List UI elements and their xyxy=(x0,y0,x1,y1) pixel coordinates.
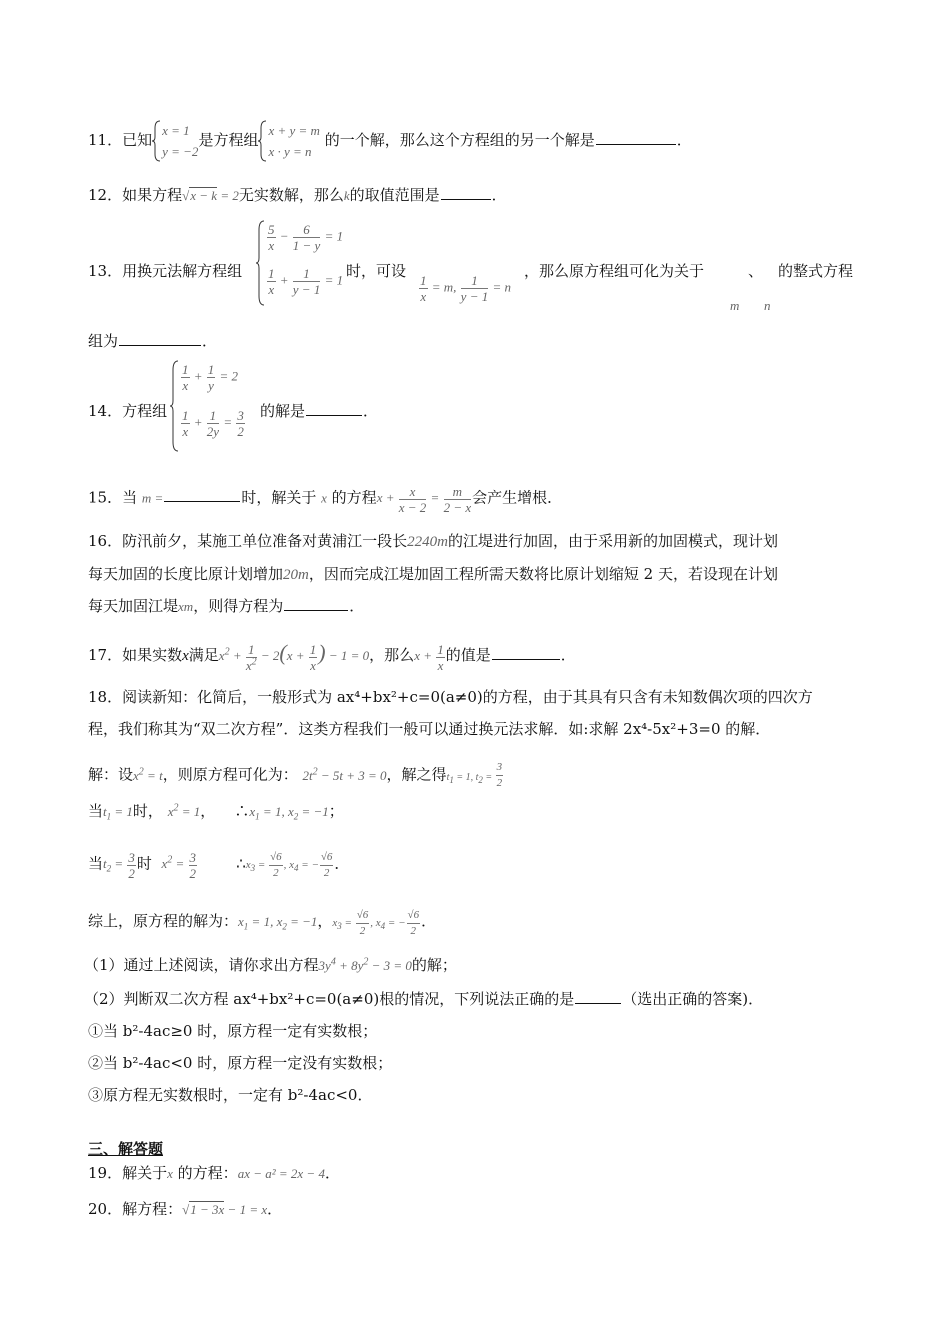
q14-eq2: $\frac{1}{x}$ + $\frac{1}{2y}$ = $\frac{3}{2}$ xyxy=(182,408,244,439)
question-20: 20．解方程：√1 − 3x − 1 = x． xyxy=(88,1200,283,1218)
brace-icon xyxy=(152,120,161,162)
q11-text-2: 是方程组 xyxy=(198,131,259,149)
section-heading: 三、解答题 xyxy=(88,1140,164,1158)
q19-text-1: 解关于 xyxy=(122,1164,168,1182)
q18-s2d: ∴ xyxy=(234,802,250,820)
q16-l2b: ，因而完成江堤加固工程所需天数将比原计划缩短 2 天，若设现在计划 xyxy=(308,565,778,583)
q16-l3: 每天加固江堤 xyxy=(88,597,179,615)
q17-end: ． xyxy=(560,646,576,664)
question-14 xyxy=(88,358,870,454)
q20-end: ． xyxy=(267,1200,283,1218)
q17-text-4: 的值是 xyxy=(445,646,491,664)
q18-p1a: （1）通过上述阅读，请你求出方程 xyxy=(84,956,319,974)
brace-icon xyxy=(258,120,267,162)
q18-s1a: 解：设 xyxy=(88,765,134,784)
q15-text-3: 的方程 xyxy=(331,488,377,507)
q18-s1-content: 解：设$x^2 = t$，则原方程可化为： $2t^2 - 5t + 3 = 0$，解之得$t_1 = 1$, $t_2$ = $\frac{3}{2}$ xyxy=(88,761,503,789)
q18-p2b: （选出正确的答案)． xyxy=(622,990,764,1008)
q13-eq1: $\frac{5}{x}$ − $\frac{6}{1 - y}$ = 1 xyxy=(268,222,344,253)
q14-tail xyxy=(260,400,378,421)
q20-number: 20． xyxy=(88,1200,123,1218)
question-15 xyxy=(88,472,870,515)
q19-expr: ax − a² = 2x − 4 xyxy=(237,1166,325,1181)
q12-text-2: 无实数解，那么 xyxy=(238,186,344,204)
q16-length: 2240m xyxy=(407,534,448,550)
answer-blank[interactable] xyxy=(306,401,362,416)
q14-number: 14． xyxy=(88,402,123,420)
q18-s3d: ∴ xyxy=(236,854,246,873)
answer-blank[interactable] xyxy=(575,989,621,1004)
question-16-line-2 xyxy=(88,563,870,584)
q15-text-4: 会产生增根． xyxy=(472,488,563,507)
q15-number: 15． xyxy=(88,488,123,507)
q18-s3-content: 当$t_2$ = $\frac{3}{2}$ 时 $x^2$ = $\frac{3}{2}$ $\therefore x_3$ = $\frac{√6}{2}$ , $x_4$ = − $\frac{√6}{2}$ ． xyxy=(88,850,350,881)
q18-option-1 xyxy=(88,1020,870,1041)
q17-expr: x + $\frac{1}{x}$ xyxy=(414,641,444,673)
q13-text-4: 、 xyxy=(748,262,764,280)
q12-radical: √x − k = 2 xyxy=(182,188,239,203)
q13-end: ． xyxy=(202,332,218,350)
q17-number: 17． xyxy=(88,646,123,664)
answer-blank[interactable] xyxy=(284,596,348,611)
q13-text-1: 用换元法解方程组 xyxy=(122,262,243,280)
q18-l1: 18．阅读新知：化简后，一般形式为 ax⁴+bx²+c=0(a≠0)的方程，由于其具有只含有未知数偶次项的四次方 xyxy=(88,688,813,706)
brace-icon xyxy=(256,220,265,306)
q13-eq2: $\frac{1}{x}$ + $\frac{1}{y - 1}$ = 1 xyxy=(268,266,344,297)
q17-equation: $x^2$ + $\frac{1}{x^2}$ − 2(x + $\frac{1}{x}$ ) − 1 = 0 xyxy=(218,640,370,673)
q15-x: x xyxy=(321,490,327,506)
question-18-line-1 xyxy=(88,686,870,707)
q16-end: ． xyxy=(349,597,365,615)
q18-s3b: 时 xyxy=(136,854,152,873)
question-16-line-3 xyxy=(88,595,870,616)
answer-blank[interactable] xyxy=(164,487,240,502)
q14-text-1: 方程组 xyxy=(122,402,168,420)
q12-text-3: 的取值范围是 xyxy=(349,186,440,204)
q18-o2: ②当 b²-4ac<0 时，原方程一定没有实数根； xyxy=(88,1054,393,1072)
q18-o3: ③原方程无实数根时，一定有 b²-4ac<0． xyxy=(88,1086,373,1104)
question-17 xyxy=(88,628,870,673)
answer-blank[interactable] xyxy=(441,185,491,200)
q13-substitution: $\frac{1}{x}$ = m, $\frac{1}{y - 1}$ = n xyxy=(420,273,511,304)
q17-x: x xyxy=(182,648,189,664)
answer-blank[interactable] xyxy=(596,130,676,145)
q14-end: ． xyxy=(363,402,379,420)
q18-solution-summary xyxy=(88,894,870,936)
q13-line2-text: 组为 xyxy=(88,332,119,350)
q18-option-2 xyxy=(88,1052,870,1073)
q11-system-2 xyxy=(258,120,319,162)
q20-rest: − 1 = x xyxy=(224,1202,268,1217)
question-19 xyxy=(88,1162,870,1183)
q17-content xyxy=(88,640,576,673)
q11-text-1: 已知 xyxy=(122,131,153,149)
q20-radicand: 1 − 3x xyxy=(190,1202,225,1217)
q16-l1b: 的江堤进行加固，由于采用新的加固模式，现计划 xyxy=(447,532,778,550)
q18-s4b: ， xyxy=(317,912,333,931)
q16-l3b: ，则得方程为 xyxy=(193,597,284,615)
question-12 xyxy=(88,184,870,205)
q18-s1b: ，则原方程可化为： xyxy=(162,765,298,784)
question-11 xyxy=(88,120,870,162)
q18-l2: 程，我们称其为“双二次方程”．这类方程我们一般可以通过换元法求解．如:求解 2x⁴-5x²+3=0 的解． xyxy=(88,720,771,738)
q16-var: xm xyxy=(178,599,194,614)
q18-part-2 xyxy=(84,988,870,1009)
q18-s4-content: 综上，原方程的解为：$x_1 = 1$, $x_2 = -1$，$x_3$ = $\frac{√6}{2}$ , $x_4$ = − $\frac{√6}{2}$ ． xyxy=(88,909,437,937)
question-13-line-2 xyxy=(88,330,870,351)
q13-text-3: ，那么原方程组可化为关于 xyxy=(524,262,705,280)
q18-s2c: ， xyxy=(200,802,216,820)
q18-option-3 xyxy=(88,1084,870,1105)
q18-solution-step-1 xyxy=(88,748,870,788)
answer-blank[interactable] xyxy=(119,331,201,346)
q19-end: ． xyxy=(324,1164,340,1182)
brace-icon xyxy=(170,360,179,452)
question-13 xyxy=(88,218,870,313)
q11-end: ． xyxy=(676,131,692,149)
q18-solution-step-2: 当$t_1 = 1$时， $x^2 = 1$， $\therefore x_1 = 1$, $x_2 = -1$； xyxy=(88,802,344,822)
q18-s4a: 综上，原方程的解为： xyxy=(88,912,239,931)
q12-end: ． xyxy=(491,186,507,204)
q17-text-2: 满足 xyxy=(188,646,219,664)
q17-text-3: ，那么 xyxy=(369,646,415,664)
q15-m: m = xyxy=(141,490,164,506)
q15-text-2: 时，解关于 xyxy=(241,488,317,507)
q12-number: 12． xyxy=(88,186,123,204)
q15-equation: x + $\frac{x}{x - 2}$ = $\frac{m}{2 - x}$ xyxy=(376,484,472,515)
q13-var-m: m xyxy=(730,298,740,313)
q18-part-1: （1）通过上述阅读，请你求出方程$3y^4 + 8y^2 - 3 = 0$的解； xyxy=(84,956,457,974)
answer-blank[interactable] xyxy=(492,645,560,660)
q11-system-1 xyxy=(152,120,198,162)
question-16-line-1 xyxy=(88,530,870,551)
q18-solution-step-3 xyxy=(88,836,870,880)
q17-text-1: 如果实数 xyxy=(122,646,183,664)
q18-s2a: 当 xyxy=(88,802,104,820)
q18-p1b: 的解； xyxy=(411,956,457,974)
q11-eq-sum: x + y = m xyxy=(268,123,320,138)
q19-x: x xyxy=(167,1166,173,1181)
q18-o1: ①当 b²-4ac≥0 时，原方程一定有实数根； xyxy=(88,1022,378,1040)
q16-increase: 20m xyxy=(283,567,309,583)
q11-eq-y: y = −2 xyxy=(162,144,199,159)
q19-text-2: 的方程： xyxy=(177,1164,238,1182)
q12-text-1: 如果方程 xyxy=(122,186,183,204)
q13-lead xyxy=(88,260,242,281)
q20-text-1: 解方程： xyxy=(122,1200,183,1218)
q15-content xyxy=(88,484,562,515)
q14-lead xyxy=(88,400,167,421)
q18-p2a: （2）判断双二次方程 ax⁴+bx²+c=0(a≠0)根的情况，下列说法正确的是 xyxy=(84,990,575,1008)
q11-eq-x: x = 1 xyxy=(162,123,190,138)
q18-s2b: 时， xyxy=(132,802,163,820)
q12-eq: = 2 xyxy=(217,188,239,203)
question-18-line-2 xyxy=(88,718,870,739)
q16-l1: 16．防汛前夕，某施工单位准备对黄浦江一段长 xyxy=(88,532,408,550)
q14-eq1: $\frac{1}{x}$ + $\frac{1}{y}$ = 2 xyxy=(182,362,239,393)
q16-l2: 每天加固的长度比原计划增加 xyxy=(88,565,284,583)
q13-number: 13． xyxy=(88,262,123,280)
q14-text-2: 的解是 xyxy=(260,402,306,420)
q13-text-2: 时，可设 xyxy=(346,262,407,280)
q12-radicand: x − k xyxy=(190,188,218,203)
q12-k: k xyxy=(343,188,350,203)
q13-var-n: n xyxy=(764,298,771,313)
q11-text-3: 的一个解，那么这个方程组的另一个解是 xyxy=(324,131,595,149)
q18-s1c: ，解之得 xyxy=(386,765,447,784)
q15-text-1: 当 xyxy=(122,488,138,507)
q19-number: 19． xyxy=(88,1164,123,1182)
q11-number: 11． xyxy=(88,131,123,149)
q11-eq-product: x · y = n xyxy=(268,144,312,159)
q18-s3a: 当 xyxy=(88,854,104,873)
q13-text-5: 的整式方程 xyxy=(778,262,854,280)
